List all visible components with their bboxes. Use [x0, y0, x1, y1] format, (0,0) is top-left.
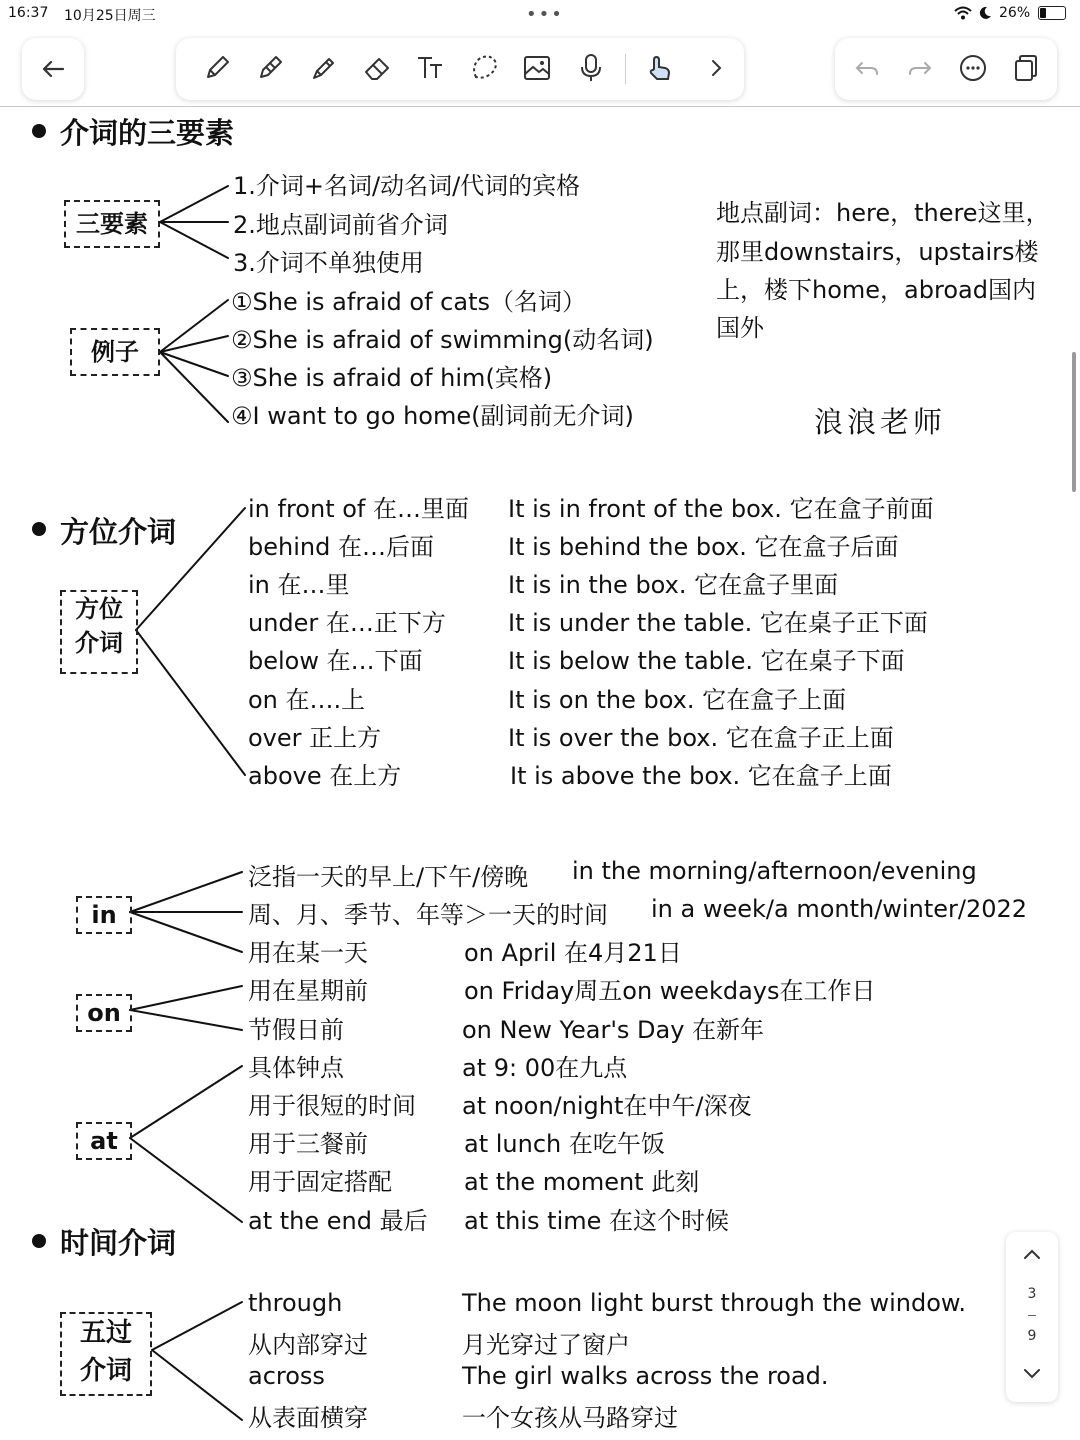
rule-2: 2.地点副词前省介词: [233, 211, 448, 239]
on-example: on April 在4月21日: [464, 939, 682, 967]
example-1: ①She is afraid of cats（名词）: [231, 288, 586, 316]
cross-example: The moon light burst through the window.: [462, 1289, 966, 1317]
rule-3: 3.介词不单独使用: [233, 249, 424, 277]
chevron-down-icon[interactable]: [1022, 1366, 1042, 1382]
cross-term: 从表面横穿: [248, 1404, 368, 1432]
position-prep-box: [60, 590, 138, 674]
section3-heading: 时间介词: [60, 1226, 177, 1260]
term-row: in front of 在…里面: [248, 495, 469, 523]
example-row: It is on the box. 它在盒子上面: [508, 686, 847, 714]
at-example: at lunch 在吃午饭: [464, 1130, 665, 1158]
term-row: on 在….上: [248, 686, 366, 714]
note-line-4: 国外: [716, 314, 764, 342]
at-term: 用于很短的时间: [248, 1092, 416, 1120]
at-example: at 9: 00在九点: [462, 1054, 628, 1082]
cross-term: 从内部穿过: [248, 1331, 368, 1359]
in-example: in a week/a month/winter/2022: [651, 895, 1028, 923]
position-prep-box-line2: 介词: [75, 629, 123, 657]
at-term: 用于三餐前: [248, 1130, 368, 1158]
on-term: 用在某一天: [248, 939, 368, 967]
multitasking-dots-icon[interactable]: •••: [526, 4, 564, 25]
example-row: It is over the box. 它在盒子正上面: [508, 724, 894, 752]
term-row: behind 在…后面: [248, 533, 434, 561]
cross-example: 月光穿过了窗户: [462, 1331, 630, 1359]
on-example: on Friday周五on weekdays在工作日: [464, 977, 876, 1005]
chevron-up-icon[interactable]: [1022, 1246, 1042, 1262]
current-page: 3: [1027, 1286, 1037, 1302]
example-row: It is behind the box. 它在盒子后面: [508, 533, 899, 561]
bullet-dot: [32, 522, 46, 536]
bullet-dot: [32, 1234, 46, 1248]
on-term: 节假日前: [248, 1016, 344, 1044]
section1-heading: 介词的三要素: [60, 116, 235, 150]
five-cross-box-line1: 五过: [79, 1318, 132, 1348]
in-term: 泛指一天的早上/下午/傍晚: [248, 863, 529, 891]
example-4: ④I want to go home(副词前无介词): [231, 402, 634, 430]
term-row: under 在…正下方: [248, 609, 446, 637]
at-example: at this time 在这个时候: [464, 1207, 730, 1235]
term-row: over 正上方: [248, 724, 382, 752]
battery-percent: 26%: [999, 5, 1031, 21]
five-cross-box: [60, 1312, 152, 1396]
example-3: ③She is afraid of him(宾格): [231, 364, 553, 392]
in-box: in: [76, 896, 132, 934]
status-time: 16:37: [8, 5, 49, 21]
cross-term: across: [248, 1362, 325, 1390]
signature: 浪浪老师: [814, 405, 947, 439]
five-cross-box-line2: 介词: [79, 1356, 132, 1386]
note-line-1: 地点副词：here，there这里，: [716, 199, 1050, 227]
on-box: on: [76, 994, 132, 1032]
at-term: 用于固定搭配: [248, 1168, 392, 1196]
note-line-3: 上，楼下home，abroad国内: [716, 276, 1036, 304]
at-example: at noon/night在中午/深夜: [462, 1092, 752, 1120]
example-row: It is in the box. 它在盒子里面: [508, 571, 839, 599]
total-pages: 9: [1027, 1328, 1037, 1344]
position-prep-box-line1: 方位: [75, 595, 123, 623]
status-date: 10月25日周三: [64, 8, 156, 24]
at-term: 具体钟点: [248, 1054, 344, 1082]
term-row: below 在…下面: [248, 647, 423, 675]
page-navigator: [1006, 1232, 1058, 1402]
rule-1: 1.介词+名词/动名词/代词的宾格: [233, 172, 581, 200]
bullet-dot: [32, 124, 46, 138]
term-row: above 在上方: [248, 762, 402, 790]
cross-example: The girl walks across the road.: [462, 1362, 829, 1390]
in-example: in the morning/afternoon/evening: [572, 857, 977, 885]
example-row: It is above the box. 它在盒子上面: [510, 762, 892, 790]
at-term: at the end 最后: [248, 1207, 428, 1235]
at-example: at the moment 此刻: [464, 1168, 700, 1196]
three-elements-box: 三要素: [64, 200, 160, 248]
at-box: at: [76, 1122, 132, 1160]
section2-heading: 方位介词: [60, 515, 177, 549]
note-line-2: 那里downstairs，upstairs楼: [716, 238, 1039, 266]
on-term: 用在星期前: [248, 977, 368, 1005]
example-row: It is below the table. 它在桌子下面: [508, 647, 905, 675]
cross-example: 一个女孩从马路穿过: [462, 1404, 678, 1432]
scrollbar[interactable]: [1072, 352, 1076, 492]
in-term: 周、月、季节、年等＞一天的时间: [248, 901, 608, 929]
example-2: ②She is afraid of swimming(动名词): [231, 326, 654, 354]
example-row: It is in front of the box. 它在盒子前面: [508, 495, 934, 523]
cross-term: through: [248, 1289, 343, 1317]
example-row: It is under the table. 它在桌子正下面: [508, 609, 928, 637]
page-separator: [1028, 1315, 1036, 1316]
on-example: on New Year's Day 在新年: [462, 1016, 765, 1044]
term-row: in 在…里: [248, 571, 350, 599]
examples-box: 例子: [70, 328, 160, 376]
